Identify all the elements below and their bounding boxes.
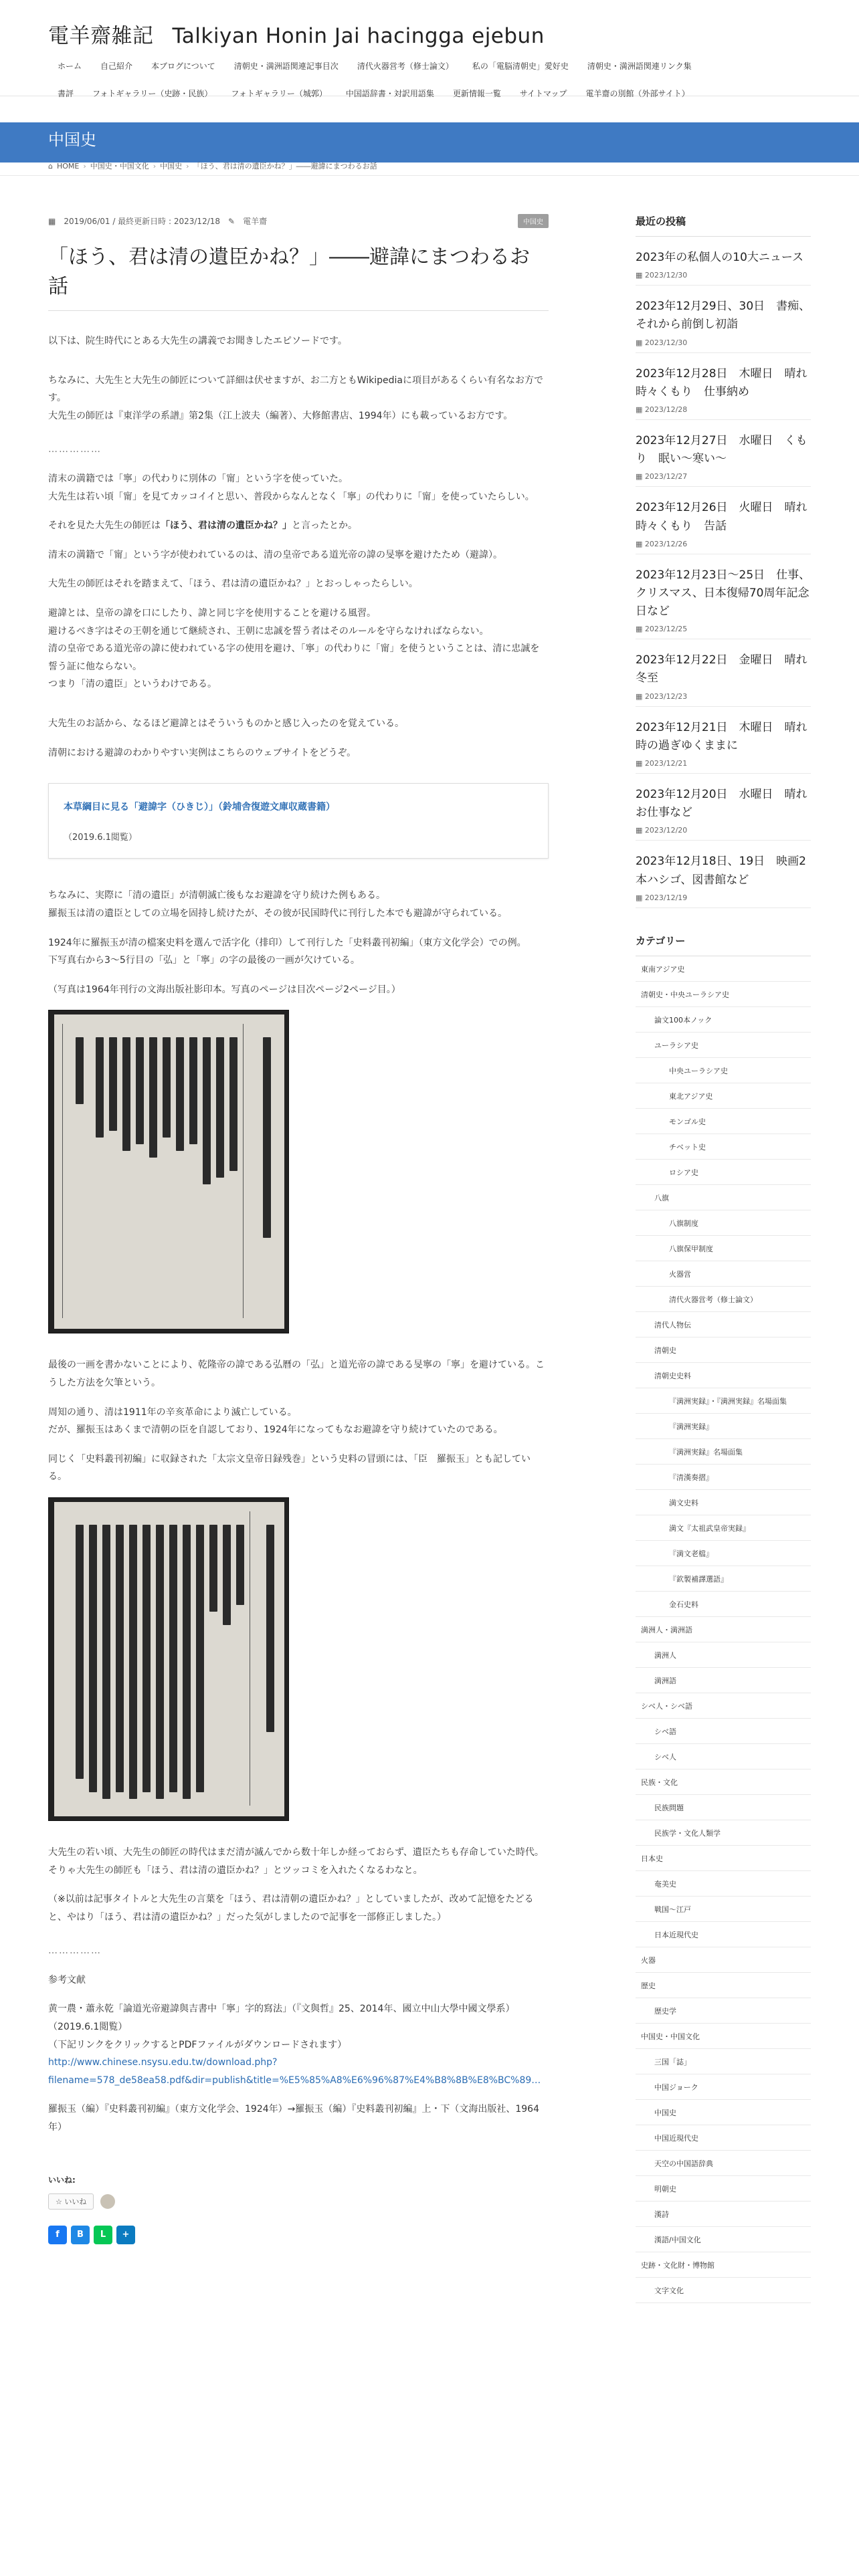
reference-item: 黄一農・蕭永乾「論道光帝避諱與吉書中「寧」字的寫法」（『文與哲』25、2014年、國立中山大學中國文學系）（2019.6.1閲覧） — [48, 2004, 515, 2033]
paragraph: 大先生は若い頃「甯」を見てカッコイイと思い、普段からなんとなく「寧」の代わりに「甯」を使っていたらしい。 — [48, 491, 535, 502]
paragraph: だが、羅振玉はあくまで清朝の臣を自認しており、1924年になってもなお避諱を守り続けていたのである。 — [48, 1424, 503, 1436]
recent-post-title[interactable]: 2023年12月29日、30日 書痴、それから前倒し初詣 — [636, 300, 811, 332]
recent-post-date — [636, 271, 811, 280]
text-column — [129, 1525, 137, 1799]
category-item[interactable]: 中国ジョーク — [636, 2074, 811, 2100]
text-column — [223, 1525, 231, 1625]
banner-title: 中国史 — [48, 130, 96, 149]
recent-post-date — [636, 893, 811, 902]
category-item[interactable]: 漢詩 — [636, 2202, 811, 2227]
recent-post-date-text: 2023/12/26 — [644, 539, 688, 548]
text-column — [89, 1525, 97, 1792]
category-item[interactable]: 『欽製補譯選語』 — [636, 1566, 811, 1592]
text-column — [263, 1037, 271, 1238]
recent-post-date — [636, 692, 811, 701]
category-item[interactable]: 論文100本ノック — [636, 1007, 811, 1033]
recent-post-date-text: 2023/12/30 — [644, 338, 688, 347]
category-item[interactable]: 『満洲実録』・『満洲実録』名場面集 — [636, 1388, 811, 1414]
recent-post-date — [636, 759, 811, 768]
recent-post-item[interactable] — [636, 237, 811, 286]
sidebar — [636, 214, 819, 2303]
recent-post-date — [636, 540, 811, 548]
category-item[interactable]: 民族問題 — [636, 1795, 811, 1820]
breadcrumb-separator: › — [186, 161, 189, 171]
book-photo-2 — [48, 1497, 289, 1821]
category-item[interactable]: 金石史料 — [636, 1592, 811, 1617]
nav-item-links[interactable]: 清朝史・満洲語関連リンク集 — [587, 62, 692, 71]
recent-post-item[interactable] — [636, 554, 811, 640]
category-item[interactable]: 中央ユーラシア史 — [636, 1058, 811, 1083]
main-nav-row-2 — [48, 88, 819, 99]
avatar — [100, 2194, 115, 2209]
recent-post-date-text: 2023/12/23 — [644, 691, 688, 701]
likes-label: いいね: — [48, 2175, 76, 2185]
calendar-icon: ▦ — [636, 826, 645, 835]
category-item[interactable]: 清代人物伝 — [636, 1312, 811, 1337]
paragraph-text: それを見た大先生の師匠は — [48, 520, 161, 532]
recent-post-date-text: 2023/12/30 — [644, 271, 688, 280]
recent-post-date-text: 2023/12/21 — [644, 759, 688, 768]
category-item[interactable]: 満文『太祖武皇帝実録』 — [636, 1515, 811, 1541]
embed-date: （2019.6.1閲覧） — [64, 832, 137, 843]
paragraph: （写真は1964年刊行の文海出版社影印本。写真のページは目次ページ2ページ目。） — [48, 984, 401, 995]
text-column — [169, 1525, 177, 1792]
text-column — [163, 1037, 171, 1138]
breadcrumb-separator: › — [153, 161, 157, 171]
category-item[interactable]: 清朝史 — [636, 1337, 811, 1363]
category-item[interactable]: 史跡・文化財・博物館 — [636, 2252, 811, 2278]
category-item[interactable]: モンゴル史 — [636, 1109, 811, 1134]
site-title-main[interactable]: 電羊齋雑記 — [48, 24, 154, 48]
category-item[interactable]: 中国史 — [636, 2100, 811, 2125]
breadcrumb-separator: › — [83, 161, 86, 171]
category-item[interactable]: 八旗保甲制度 — [636, 1236, 811, 1261]
text-column — [122, 1037, 130, 1151]
paragraph: 清朝における避諱のわかりやすい実例はこちらのウェブサイトをどうぞ。 — [48, 747, 357, 758]
category-item[interactable]: 満文史料 — [636, 1490, 811, 1515]
text-column — [136, 1037, 144, 1144]
calendar-icon: ▦ — [636, 472, 645, 481]
text-column — [102, 1525, 110, 1799]
text-column — [109, 1037, 117, 1131]
category-item[interactable]: ユーラシア史 — [636, 1033, 811, 1058]
text-column — [236, 1525, 244, 1605]
breadcrumb — [48, 160, 377, 171]
paragraph: 大先生の師匠は『東洋学の系譜』第2集（江上波夫（編著）、大修館書店、1994年）にも載っているお方です。 — [48, 410, 513, 421]
paragraph: 同じく「史料叢刊初編」に収録された「太宗文皇帝日録残巻」という史料の冒頭には、「臣 羅振玉」とも記している。 — [48, 1453, 531, 1483]
category-item[interactable]: 漢語/中国文化 — [636, 2227, 811, 2252]
category-list — [636, 956, 811, 2303]
breadcrumb-home[interactable]: HOME — [56, 161, 80, 171]
recent-post-date — [636, 826, 811, 835]
recent-post-title[interactable]: 2023年12月21日 木曜日 晴れ 時の過ぎゆくままに — [636, 720, 819, 752]
post-body — [48, 332, 549, 2137]
line-share-icon[interactable]: L — [94, 2226, 112, 2244]
category-item[interactable]: 東南アジア史 — [636, 956, 811, 982]
dots-separator: …………… — [48, 1945, 102, 1957]
like-row — [48, 2193, 549, 2210]
category-item[interactable]: 文字文化 — [636, 2278, 811, 2303]
nav-item-history[interactable]: 私の「電脳清朝史」愛好史 — [472, 62, 569, 71]
pencil-icon: ✎ — [228, 216, 235, 226]
page-rule — [62, 1024, 63, 1318]
category-item[interactable]: 日本近現代史 — [636, 1922, 811, 1947]
paragraph: ちなみに、実際に「清の遺臣」が清朝滅亡後もなお避諱を守り続けた例もある。 — [48, 890, 385, 901]
recent-post-item[interactable] — [636, 353, 811, 420]
post-title: 「ほう、君は清の遺臣かね？」――避諱にまつわるお話 — [48, 245, 530, 298]
post-date: 2019/06/01 / 最終更新日時 : 2023/12/18 — [64, 217, 221, 226]
nav-item-thesis[interactable]: 清代火器営考（修士論文） — [357, 62, 454, 71]
recent-post-item[interactable] — [636, 707, 819, 774]
category-item[interactable]: 東北アジア史 — [636, 1083, 811, 1109]
nav-item-reviews[interactable]: 書評 — [58, 89, 74, 98]
book-photo-1 — [48, 1010, 289, 1333]
calendar-icon: ▦ — [636, 405, 645, 414]
text-column — [229, 1037, 237, 1171]
category-item[interactable]: 火器 — [636, 1947, 811, 1973]
category-item[interactable]: 八旗制度 — [636, 1210, 811, 1236]
category-item[interactable]: 戦国～江戸 — [636, 1897, 811, 1922]
recent-post-item[interactable] — [636, 487, 811, 554]
recent-post-item[interactable] — [636, 841, 811, 907]
site-subtitle[interactable]: Talkiyan Honin Jai hacingga ejebun — [172, 24, 545, 48]
category-item[interactable]: 中国史・中国文化 — [636, 2024, 811, 2049]
main-nav-row-1 — [48, 60, 819, 72]
breadcrumb-subcategory[interactable]: 中国史 — [160, 162, 183, 171]
reference-note: （下記リンクをクリックするとPDFファイルがダウンロードされます） — [48, 2039, 347, 2050]
site-header — [0, 0, 859, 96]
reference-link[interactable]: http://www.chinese.nsysu.edu.tw/download.php? — [48, 2057, 278, 2068]
text-column — [196, 1525, 204, 1792]
paragraph — [48, 517, 549, 535]
category-item[interactable]: ロシア史 — [636, 1160, 811, 1185]
text-column — [209, 1525, 217, 1612]
facebook-share-icon[interactable]: f — [48, 2226, 67, 2244]
recent-post-date-text: 2023/12/27 — [644, 472, 688, 481]
recent-post-title[interactable]: 2023年12月28日 木曜日 晴れ時々くもり 仕事納め — [636, 366, 807, 399]
nav-item-annex[interactable]: 電羊齋の別館（外部サイト） — [585, 89, 690, 98]
paragraph: 大先生の師匠はそれを踏まえて、「ほう、君は清の遺臣かね？」とおっしゃったらしい。 — [48, 578, 418, 590]
category-item[interactable]: 中国近現代史 — [636, 2125, 811, 2151]
category-item[interactable]: 『満文老檔』 — [636, 1541, 811, 1566]
category-item[interactable]: 『清漢奏摺』 — [636, 1465, 811, 1490]
category-item[interactable]: 民族・文化 — [636, 1769, 811, 1795]
calendar-icon: ▦ — [636, 893, 645, 902]
nav-item-updates[interactable]: 更新情報一覧 — [452, 89, 501, 98]
recent-post-title[interactable]: 2023年12月26日 火曜日 晴れ時々くもり 告話 — [636, 501, 807, 533]
calendar-icon: ▦ — [636, 271, 645, 280]
recent-post-title[interactable]: 2023年12月22日 金曜日 晴れ 冬至 — [636, 653, 819, 685]
nav-item-home[interactable]: ホーム — [58, 62, 82, 71]
text-column — [183, 1525, 191, 1799]
recent-posts-list — [636, 237, 819, 908]
recent-post-title[interactable]: 2023年12月27日 水曜日 くもり 眠い～寒い～ — [636, 433, 807, 466]
page-rule — [243, 1024, 244, 1318]
hatena-share-icon[interactable]: B — [71, 2226, 90, 2244]
nav-item-dictionary[interactable]: 中国語辞書・対訳用語集 — [345, 89, 434, 98]
paragraph: つまり「清の遺臣」というわけである。 — [48, 679, 217, 690]
recent-post-date-text: 2023/12/28 — [644, 405, 688, 414]
text-column — [189, 1037, 197, 1144]
category-item[interactable]: チベット史 — [636, 1134, 811, 1160]
text-column — [76, 1525, 84, 1779]
like-button[interactable]: ☆ いいね — [48, 2193, 94, 2210]
category-item[interactable]: 火器営 — [636, 1261, 811, 1287]
title-divider — [48, 310, 549, 311]
category-item[interactable]: 奄美史 — [636, 1871, 811, 1897]
category-item[interactable]: 歴史 — [636, 1973, 811, 1998]
recent-post-date-text: 2023/12/25 — [644, 625, 688, 634]
paragraph: 下写真右から3～5行目の「弘」と「寧」の字の最後の一画が欠けている。 — [48, 955, 360, 966]
breadcrumb-category[interactable]: 中国史・中国文化 — [90, 162, 149, 171]
category-item[interactable]: 八旗 — [636, 1185, 811, 1210]
recent-post-title[interactable]: 2023年12月20日 水曜日 晴れ お仕事など — [636, 788, 819, 820]
recent-post-item[interactable] — [636, 286, 811, 352]
recent-post-date — [636, 338, 811, 347]
paragraph: そりゃ大先生の師匠も「ほう、君は清の遺臣かね？」とツッコミを入れたくなるわなと。 — [48, 1864, 423, 1876]
text-column — [149, 1037, 157, 1158]
post-author[interactable]: 電羊齋 — [243, 217, 268, 226]
paragraph: 以下は、院生時代にとある大先生の講義でお聞きしたエピソードです。 — [48, 336, 347, 346]
nav-item-gallery-sites[interactable]: フォトギャラリー（史跡・民族） — [92, 89, 213, 98]
category-item[interactable]: 歴史学 — [636, 1998, 811, 2024]
category-item[interactable]: 天空の中国語辞典 — [636, 2151, 811, 2176]
recent-post-date — [636, 472, 811, 481]
text-column — [96, 1037, 104, 1138]
paragraph: 羅振玉は清の遺臣としての立場を固持し続けたが、その彼が民国時代に刊行した本でも避諱が守られている。 — [48, 907, 507, 919]
paragraph: ちなみに、大先生と大先生の師匠について詳細は伏せますが、お二方ともWikipediaに項目があるくらい有名なお方です。 — [48, 374, 543, 404]
text-column — [76, 1037, 84, 1104]
category-badge[interactable]: 中国史 — [518, 214, 549, 228]
category-item[interactable]: 『満洲実録』名場面集 — [636, 1439, 811, 1465]
category-item[interactable]: 日本史 — [636, 1846, 811, 1871]
calendar-icon: ▦ — [636, 338, 645, 347]
home-icon: ⌂ — [48, 161, 53, 171]
embed-link-card[interactable] — [48, 783, 549, 859]
recent-post-item[interactable] — [636, 774, 819, 841]
recent-post-item[interactable] — [636, 639, 819, 706]
nav-item-toc[interactable]: 清朝史・満洲語関連記事目次 — [233, 62, 339, 71]
calendar-icon: ▦ — [636, 625, 645, 634]
calendar-icon: ▦ — [636, 691, 645, 701]
text-column — [203, 1037, 211, 1184]
category-title: カテゴリー — [636, 934, 811, 956]
share-row — [48, 2226, 549, 2244]
text-column — [266, 1525, 274, 1732]
paragraph: 1924年に羅振玉が清の檔案史料を選んで活字化（排印）して刊行した「史料叢刊初編」（東方文化学会）での例。 — [48, 937, 527, 948]
recent-post-date-text: 2023/12/19 — [644, 893, 688, 902]
quote-bold: 「ほう、君は清の遺臣かね？」 — [161, 520, 292, 532]
paragraph: 清末の満籍では「寧」の代わりに別体の「甯」という字を使っていた。 — [48, 473, 348, 484]
embed-link[interactable]: 本草綱目に見る「避諱字（ひきじ）」（鈴埔舎復遊文庫収蔵書籍） — [64, 802, 335, 813]
category-item[interactable]: 三国「誌」 — [636, 2049, 811, 2074]
paragraph: 大先生の若い頃、大先生の師匠の時代はまだ清が滅んでから数十年しか経っておらず、遺臣たちも存命していた時代。 — [48, 1846, 544, 1858]
category-item[interactable]: 民族学・文化人類学 — [636, 1820, 811, 1846]
category-item[interactable]: シベ語 — [636, 1719, 811, 1744]
paragraph: 清の皇帝である道光帝の諱に使われている字の使用を避け、「寧」の代わりに「甯」を使うということは、清に忠誠を誓う証に他ならない。 — [48, 643, 540, 672]
breadcrumb-divider — [0, 175, 859, 176]
text-column — [142, 1525, 151, 1792]
paragraph: 周知の通り、清は1911年の辛亥革命により滅亡している。 — [48, 1406, 297, 1418]
paragraph: 最後の一画を書かないことにより、乾隆帝の諱である弘曆の「弘」と道光帝の諱である旻寧の「寧」を避けている。こうした方法を欠筆という。 — [48, 1360, 545, 1388]
paragraph: 避けるべき字はその王朝を通じて継続され、王朝に忠誠を誓う者はそのルールを守らなければならない。 — [48, 625, 489, 637]
recent-posts-title: 最近の投稿 — [636, 214, 811, 237]
nav-item-profile[interactable]: 自己紹介 — [100, 62, 133, 71]
calendar-icon: ▦ — [48, 216, 56, 226]
text-column — [176, 1037, 184, 1151]
share-plus-icon[interactable]: + — [116, 2226, 135, 2244]
category-item[interactable]: シベ人 — [636, 1744, 811, 1769]
recent-post-item[interactable] — [636, 420, 811, 487]
references-heading: 参考文献 — [48, 1974, 86, 1985]
category-item[interactable]: 満洲語 — [636, 1668, 811, 1693]
main-content — [48, 214, 549, 2244]
category-item[interactable]: シベ人・シベ語 — [636, 1693, 811, 1719]
paragraph: （※以前は記事タイトルと大先生の言葉を「ほう、君は清朝の遺臣かね？」としていましたが、改めて記憶をたどると、やはり「ほう、君は清の遺臣かね？」だった気がしましたので記事を一部修正しました。） — [48, 1894, 534, 1923]
category-item[interactable]: 清朝史・中央ユーラシア史 — [636, 982, 811, 1007]
nav-item-about[interactable]: 本ブログについて — [151, 62, 215, 71]
text-column — [216, 1037, 224, 1178]
paragraph-text: と言ったとか。 — [292, 520, 357, 532]
dots-separator: …………… — [48, 444, 102, 455]
paragraph: 清末の満籍で「甯」という字が使われているのは、清の皇帝である道光帝の諱の旻寧を避けたため（避諱）。 — [48, 549, 502, 560]
post-meta — [48, 214, 549, 228]
recent-post-title[interactable]: 2023年の私個人の10大ニュース — [636, 251, 804, 264]
category-item[interactable]: 清代火器営考（修士論文） — [636, 1287, 811, 1312]
recent-post-date — [636, 625, 811, 633]
category-item[interactable]: 『満洲実録』 — [636, 1414, 811, 1439]
category-item[interactable]: 清朝史史料 — [636, 1363, 811, 1388]
category-banner — [0, 122, 859, 163]
text-column — [156, 1525, 164, 1799]
recent-post-date-text: 2023/12/20 — [644, 826, 688, 835]
paragraph: 避諱とは、皇帝の諱を口にしたり、諱と同じ字を使用することを避ける風習。 — [48, 607, 376, 619]
nav-item-sitemap[interactable]: サイトマップ — [519, 89, 567, 98]
reference-item: 羅振玉（編）『史料叢刊初編』（東方文化学会、1924年）→羅振玉（編）『史料叢刊初編』上・下（文海出版社、1964年） — [48, 2104, 539, 2133]
calendar-icon: ▦ — [636, 539, 645, 548]
reference-link[interactable]: filename=578_de58ea58.pdf&dir=publish&title=%E5%85%A8%E6%96%87%E4%B8%8B%E8%BC%89… — [48, 2074, 541, 2086]
text-column — [116, 1525, 124, 1792]
category-item[interactable]: 満洲人・満洲語 — [636, 1617, 811, 1642]
site-title[interactable] — [48, 19, 545, 49]
nav-item-gallery-castles[interactable]: フォトギャラリー（城郭） — [231, 89, 327, 98]
category-widget — [636, 934, 811, 2303]
calendar-icon: ▦ — [636, 759, 645, 768]
recent-post-date — [636, 405, 811, 414]
breadcrumb-current: 「ほう、君は清の遺臣かね？」――避諱にまつわるお話 — [193, 162, 377, 171]
category-item[interactable]: 明朝史 — [636, 2176, 811, 2202]
paragraph: 大先生のお話から、なるほど避諱とはそういうものかと感じ入ったのを覚えている。 — [48, 718, 404, 729]
recent-post-title[interactable]: 2023年12月23日～25日 仕事、クリスマス、日本復帰70周年記念日など — [636, 568, 811, 619]
recent-post-title[interactable]: 2023年12月18日、19日 映画2本ハシゴ、図書館など — [636, 855, 806, 887]
category-item[interactable]: 満洲人 — [636, 1642, 811, 1668]
